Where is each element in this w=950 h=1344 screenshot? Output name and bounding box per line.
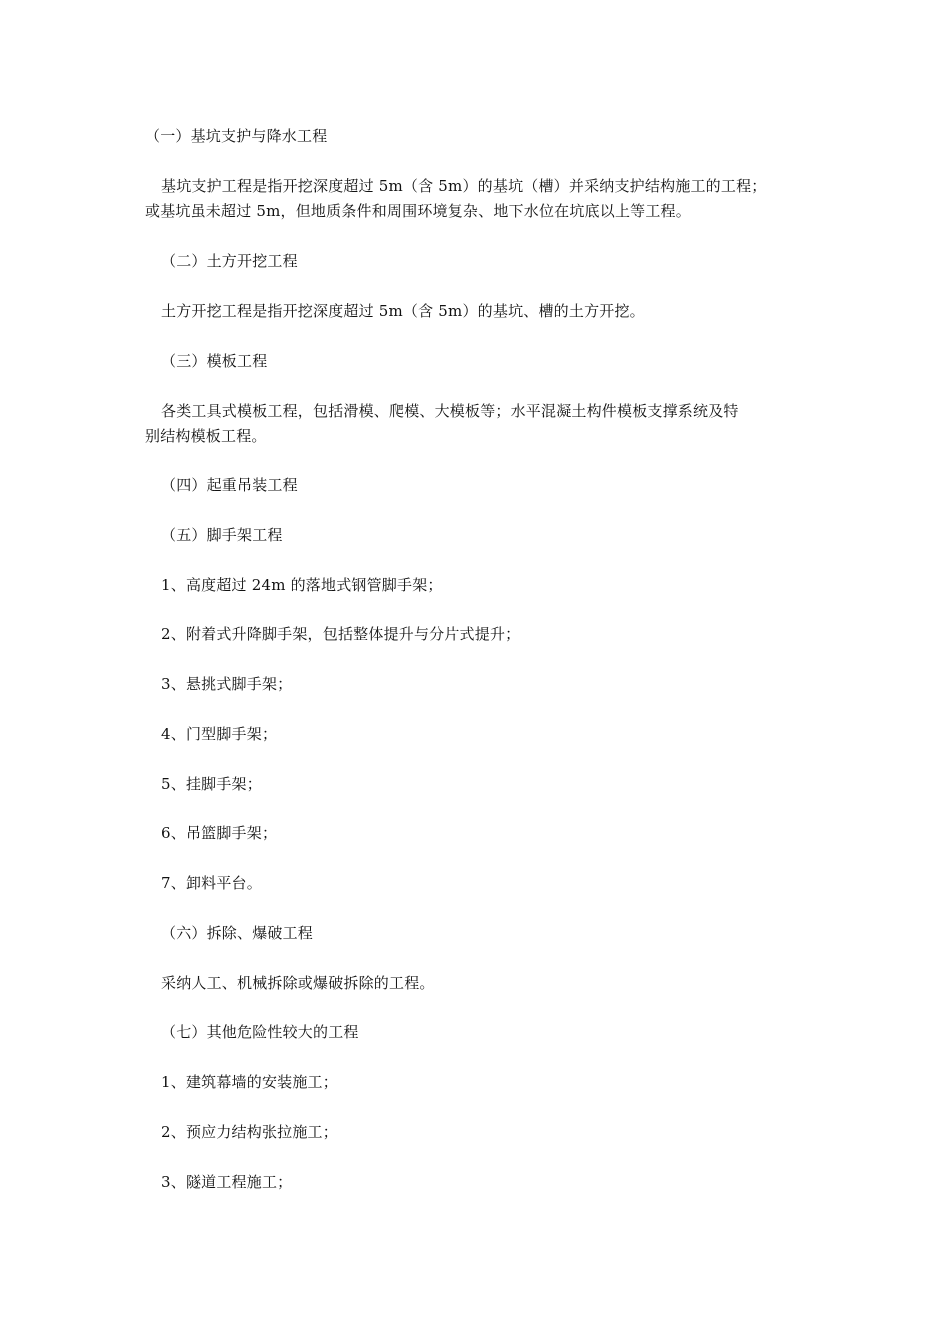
list-item: 2、预应力结构张拉施工； bbox=[161, 1123, 338, 1141]
list-item: 3、悬挑式脚手架； bbox=[161, 675, 293, 693]
list-item: 4、门型脚手架； bbox=[161, 725, 278, 743]
section-heading-1: （一）基坑支护与降水工程 bbox=[145, 127, 328, 145]
paragraph-line: 采纳人工、机械拆除或爆破拆除的工程。 bbox=[161, 974, 435, 992]
section-heading-6: （六）拆除、爆破工程 bbox=[161, 924, 314, 942]
section-heading-3: （三）模板工程 bbox=[161, 352, 268, 370]
paragraph-line: 基坑支护工程是指开挖深度超过 5m（含 5m）的基坑（槽）并采纳支护结构施工的工程； bbox=[161, 177, 767, 195]
list-item: 3、隧道工程施工； bbox=[161, 1173, 293, 1191]
paragraph-line: 各类工具式模板工程，包括滑模、爬模、大模板等；水平混凝土构件模板支撑系统及特 bbox=[161, 402, 739, 420]
list-item: 7、卸料平台。 bbox=[161, 874, 262, 892]
paragraph-line: 别结构模板工程。 bbox=[145, 427, 267, 445]
list-item: 1、高度超过 24m 的落地式钢管脚手架； bbox=[161, 576, 443, 594]
paragraph-line: 或基坑虽未超过 5m，但地质条件和周围环境复杂、地下水位在坑底以上等工程。 bbox=[145, 202, 691, 220]
list-item: 1、建筑幕墙的安装施工； bbox=[161, 1073, 338, 1091]
section-heading-4: （四）起重吊装工程 bbox=[161, 476, 298, 494]
paragraph-line: 土方开挖工程是指开挖深度超过 5m（含 5m）的基坑、槽的土方开挖。 bbox=[161, 302, 645, 320]
list-item: 2、附着式升降脚手架，包括整体提升与分片式提升； bbox=[161, 625, 521, 643]
section-heading-5: （五）脚手架工程 bbox=[161, 526, 283, 544]
section-heading-2: （二）土方开挖工程 bbox=[161, 252, 298, 270]
section-heading-7: （七）其他危险性较大的工程 bbox=[161, 1023, 359, 1041]
list-item: 5、挂脚手架； bbox=[161, 775, 262, 793]
list-item: 6、吊篮脚手架； bbox=[161, 824, 278, 842]
